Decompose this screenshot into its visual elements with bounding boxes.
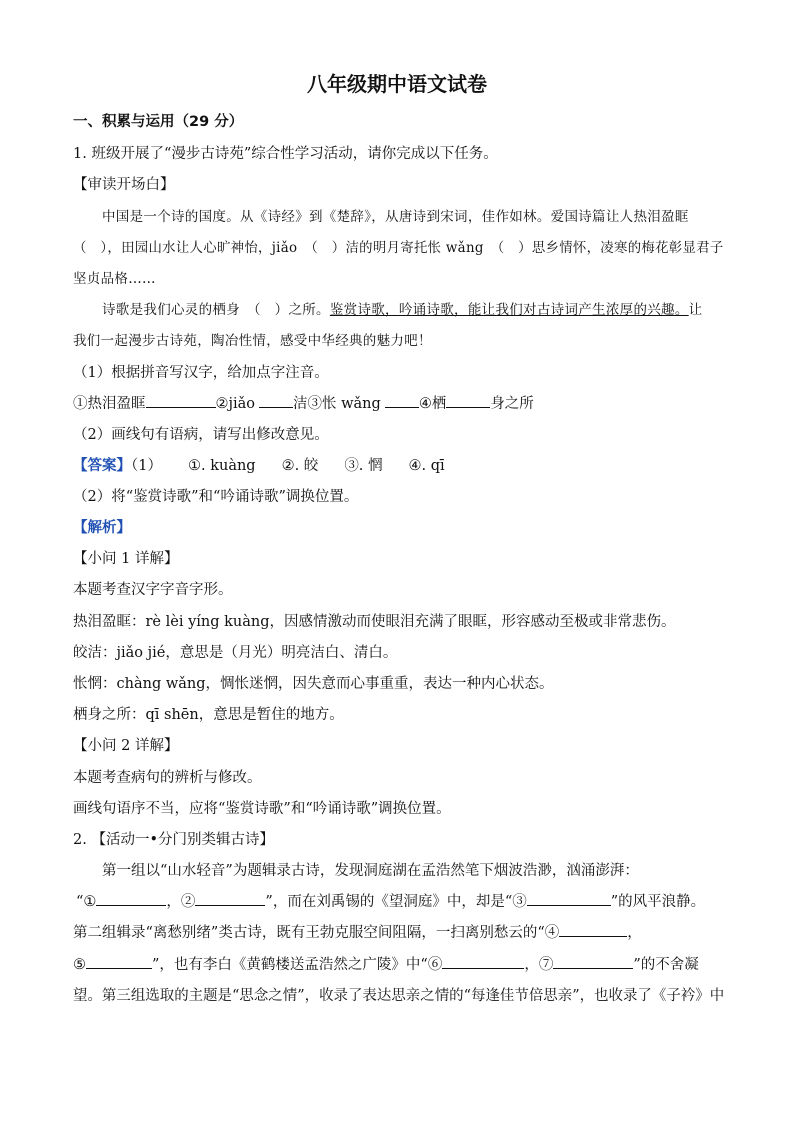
answer-item: ①. kuàng xyxy=(187,458,256,474)
passage-text: 让 xyxy=(688,302,703,318)
q2-fragment: ”，也有李白《黄鹤楼送孟浩然之广陵》中“⑥ xyxy=(152,957,443,973)
q2-fragment: ”的不舍凝 xyxy=(633,957,699,973)
question-1-stem: 1. 班级开展了“漫步古诗苑”综合性学习活动，请你完成以下任务。 xyxy=(73,146,498,162)
passage-line xyxy=(102,298,702,318)
answer-blank[interactable] xyxy=(553,954,633,969)
question-2-text xyxy=(73,953,699,974)
analysis-subheading: 【小问 1 详解】 xyxy=(73,551,179,567)
answer-blank[interactable] xyxy=(385,393,419,408)
answer-blank[interactable] xyxy=(527,891,611,906)
answer-item: ②. 皎 xyxy=(281,458,319,474)
analysis-text: 本题考查病句的辨析与修改。 xyxy=(73,770,262,786)
sub-question-1: （1）根据拼音写汉字，给加点字注音。 xyxy=(73,365,329,381)
analysis-subheading: 【小问 2 详解】 xyxy=(73,738,179,754)
analysis-text: 热泪盈眶：rè lèi yíng kuàng，因感情激动而使眼泪充满了眼眶，形容感动至极或非常悲伤。 xyxy=(73,614,676,630)
question-2-heading: 2. 【活动一•分门别类辑古诗】 xyxy=(73,832,274,848)
opening-header: 【审读开场白】 xyxy=(73,177,175,193)
analysis-text: 怅惘：chàng wǎng，惆怅迷惘，因失意而心事重重，表达一种内心状态。 xyxy=(73,676,554,692)
analysis-text: 本题考查汉字字音字形。 xyxy=(73,582,233,598)
fill-text: ①热泪盈眶 xyxy=(73,396,146,412)
answer-blank[interactable] xyxy=(86,954,152,969)
analysis-text: 画线句语序不当，应将“鉴赏诗歌”和“吟诵诗歌”调换位置。 xyxy=(73,801,451,817)
q2-fragment: ”，而在刘禹锡的《望洞庭》中，却是“③ xyxy=(265,894,527,910)
answer-part: （1） xyxy=(131,458,162,474)
answer-line xyxy=(73,454,445,475)
page-title: 八年级期中语文试卷 xyxy=(307,72,487,96)
section-heading: 一、积累与运用（29 分） xyxy=(73,114,244,130)
fill-text: 洁③怅 wǎng xyxy=(293,396,381,412)
answer-label: 【答案】 xyxy=(73,458,131,474)
answer-blank[interactable] xyxy=(259,393,293,408)
answer-item: ④. qī xyxy=(408,458,445,474)
question-2-text: 望。第三组选取的主题是“思念之情”，收录了表达思亲之情的“每逢佳节倍思亲”，也收录了《子衿》中 xyxy=(73,988,725,1004)
answer-blank[interactable] xyxy=(442,954,524,969)
answer-line-2: （2）将“鉴赏诗歌”和“吟诵诗歌”调换位置。 xyxy=(73,489,359,505)
fill-text: ②jiǎo xyxy=(215,396,256,412)
fill-text: ④栖 xyxy=(418,396,447,412)
q2-fragment: ，⑦ xyxy=(524,957,554,973)
answer-item: ③. 惘 xyxy=(344,458,383,474)
answer-blank[interactable] xyxy=(559,922,627,937)
question-2-text: 第一组以“山水轻音”为题辑录古诗，发现洞庭湖在孟浩然笔下烟波浩渺，汹涌澎湃： xyxy=(102,863,639,879)
analysis-text: 皎洁：jiǎo jié，意思是（月光）明亮洁白、清白。 xyxy=(73,645,398,661)
sub-question-2: （2）画线句有语病，请写出修改意见。 xyxy=(73,427,329,443)
passage-line: 中国是一个诗的国度。从《诗经》到《楚辞》，从唐诗到宋词，佳作如林。爱国诗篇让人热泪盈眶 xyxy=(102,209,689,225)
answer-blank[interactable] xyxy=(195,891,265,906)
analysis-label: 【解析】 xyxy=(73,520,131,536)
answer-blank[interactable] xyxy=(446,393,490,408)
analysis-text: 栖身之所：qī shēn，意思是暂住的地方。 xyxy=(73,707,344,723)
fill-text: 身之所 xyxy=(490,396,534,412)
q2-fragment: 第二组辑录“离愁别绪”类古诗，既有王勃克服空间阻隔，一扫离别愁云的“④ xyxy=(73,925,560,941)
passage-text: 诗歌是我们心灵的栖身 （ ）之所。 xyxy=(102,302,330,318)
underlined-sentence: 鉴赏诗歌，吟诵诗歌，能让我们对古诗词产生浓厚的兴趣。 xyxy=(329,302,689,318)
question-2-text xyxy=(76,890,705,911)
passage-line: 坚贞品格…… xyxy=(73,271,156,287)
question-2-text xyxy=(73,921,642,942)
q2-fragment: ”的风平浪静。 xyxy=(610,894,706,910)
q2-fragment: “① xyxy=(76,894,97,910)
answer-blank[interactable] xyxy=(146,393,216,408)
fill-in-line xyxy=(73,392,534,413)
passage-line: 我们一起漫步古诗苑，陶冶性情，感受中华经典的魅力吧！ xyxy=(73,333,432,349)
passage-line: （ ），田园山水让人心旷神怡，jiǎo （ ）洁的明月寄托怅 wǎng （ ）思乡情怀，凌寒的梅花彰显君子 xyxy=(73,240,724,256)
q2-fragment: ⑤ xyxy=(73,957,86,973)
q2-fragment: ， xyxy=(627,925,642,941)
q2-fragment: ，② xyxy=(166,894,196,910)
answer-blank[interactable] xyxy=(96,891,166,906)
